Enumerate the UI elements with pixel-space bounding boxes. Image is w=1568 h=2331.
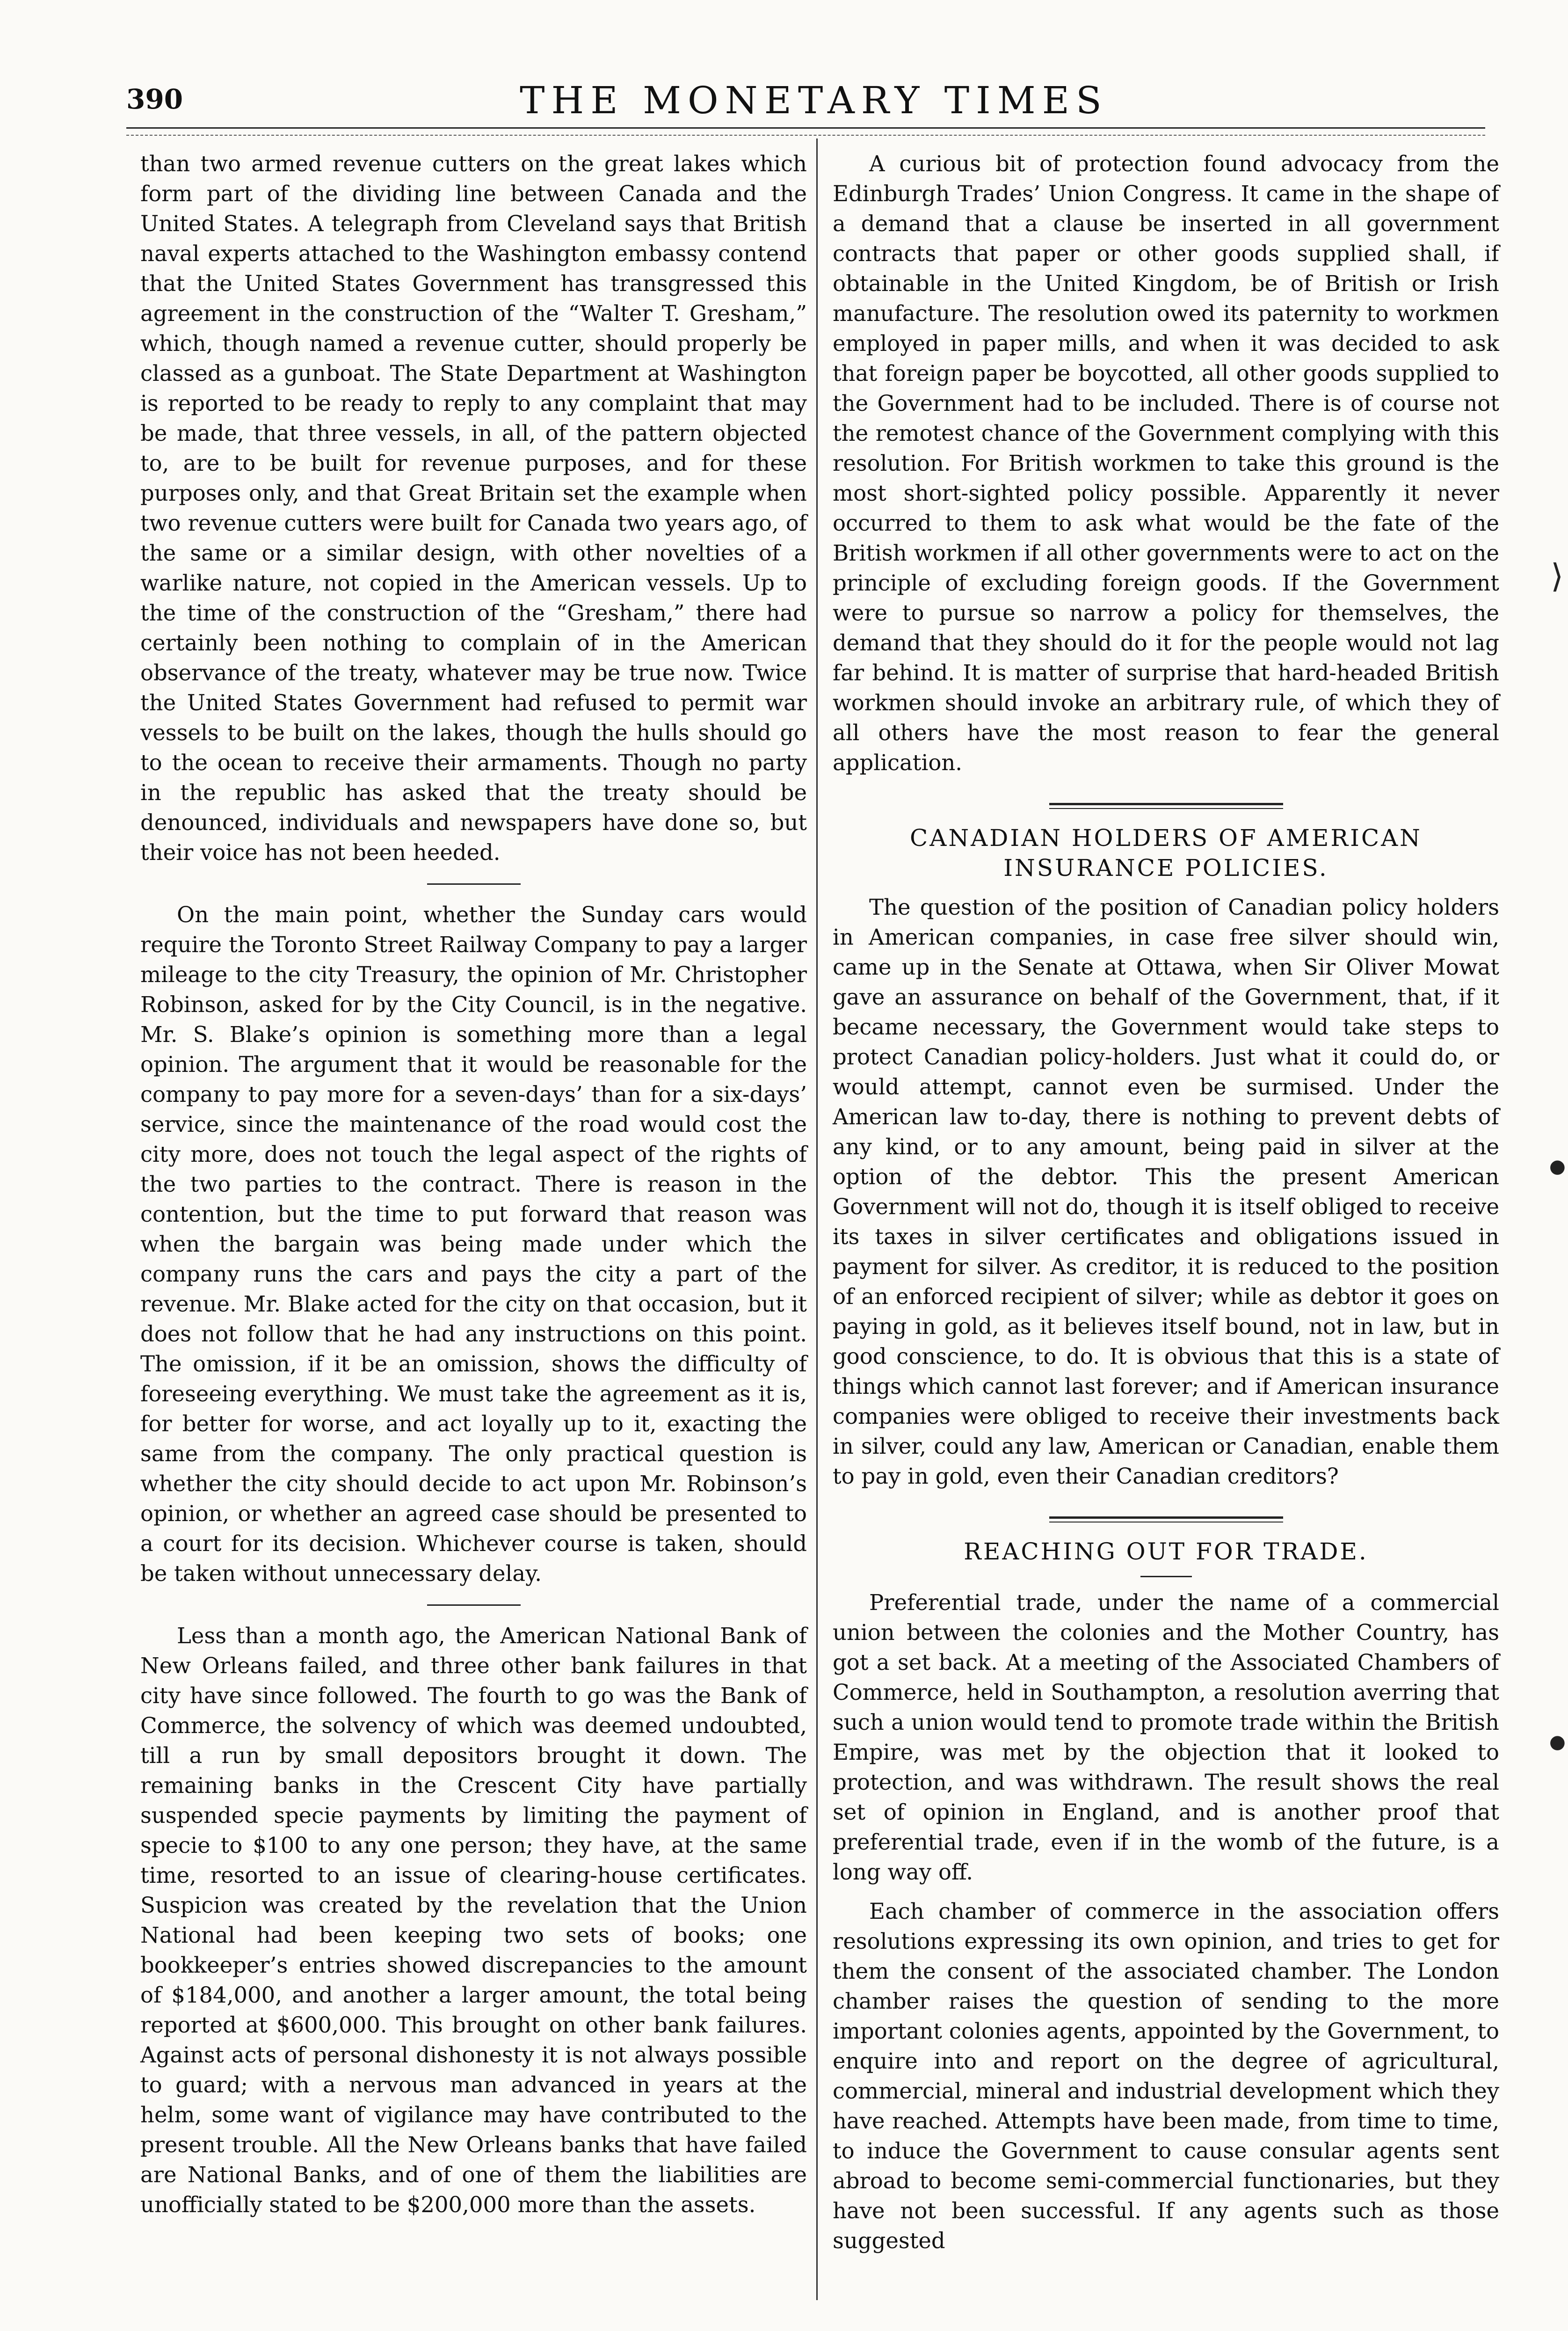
margin-dot-mark: ● (1549, 1731, 1566, 1753)
header-rule-dashed (126, 135, 1485, 136)
left-paragraph-1: than two armed revenue cutters on the great lakes which form part of the dividing line between Canada and the United States. A telegraph from Cleveland says that British naval experts attached to the Washington embassy contend that the United States Government has transgressed this agreement in the construction of the “Walter T. Gresham,” which, though named a revenue cutter, should properly be classed as a gunboat. The State Department at Washington is reported to be ready to reply to any complaint that may be made, that three vessels, in all, of the pattern objected to, are to be built for revenue purposes, and for these purposes only, and that Great Britain set the example when two revenue cutters were built for Canada two years ago, of the same or a similar design, with other novelties of a warlike nature, not copied in the American vessels. Up to the time of the construction of the “Gresham,” there had certainly been nothing to complain of in the American observance of the treaty, whatever may be true now. Twice the United States Government had refused to permit war vessels to be built on the lakes, though the hulls should go to the ocean to receive their armaments. Though no party in the republic has asked that the treaty should be denounced, individuals and newspapers have done so, but their voice has not been heeded. (140, 151, 807, 865)
section-heading-insurance: CANADIAN HOLDERS OF AMERICAN INSURANCE POLICIES. (910, 824, 1422, 881)
double-rule-separator (1049, 803, 1283, 809)
section-separator (427, 883, 521, 885)
right-paragraph-2: The question of the position of Canadian policy holders in American companies, in case free silver should win, came up in the Senate at Ottawa, when Sir Oliver Mowat gave an assurance on behalf of the Government, that, if it became necessary, the Government would take steps to protect Canadian policy-holders. Just what it could do, or would attempt, cannot even be surmised. Under the American law to-day, there is nothing to prevent debts of any kind, or to any amount, being paid in silver at the option of the debtor. This the present American Government will not do, though it is itself obliged to receive its taxes in silver certificates and obligations issued in payment for silver. As creditor, it is reduced to the position of an enforced recipient of silver; while as debtor it goes on paying in gold, as it believes itself bound, not in law, but in good conscience, to do. It is obvious that this is a state of things which cannot last forever; and if American insurance companies were obliged to receive their investments back in silver, could any law, American or Canadian, enable them to pay in gold, even their Canadian creditors? (833, 895, 1499, 1489)
left-paragraph-3: Less than a month ago, the American National Bank of New Orleans failed, and three other bank failures in that city have since followed. The fourth to go was the Bank of Commerce, the solvency of which was deemed undoubted, till a run by small depositors brought it down. The remaining banks in the Crescent City have partially suspended specie payments by limiting the payment of specie to $100 to any one person; they have, at the same time, resorted to an issue of clearing-house certificates. Suspicion was created by the revelation that the Union National had been keeping two sets of books; one bookkeeper’s entries showed discrepancies to the amount of $184,000, and another a larger amount, the total being reported at $600,000. This brought on other bank failures. Against acts of personal dishonesty it is not always possible to guard; with a nervous man advanced in years at the helm, some want of vigilance may have contributed to the present trouble. All the New Orleans banks that have failed are National Banks, and of one of them the liabilities are unofficially stated to be $200,000 more than the assets. (140, 1623, 807, 2217)
header-rule (126, 127, 1485, 129)
section-separator (427, 1604, 521, 1606)
margin-bracket-mark: ⟩ (1551, 557, 1564, 595)
masthead-title: THE MONETARY TIMES (520, 79, 1108, 122)
right-column (833, 149, 1499, 2256)
left-paragraph-2: On the main point, whether the Sunday cars would require the Toronto Street Railway Company to pay a larger mileage to the city Treasury, the opinion of Mr. Christopher Robinson, asked for by the City Council, is in the negative. Mr. S. Blake’s opinion is something more than a legal opinion. The argument that it would be reasonable for the company to pay more for a seven-days’ than for a six-days’ service, since the maintenance of the road would cost the city more, does not touch the legal aspect of the rights of the two parties to the contract. There is reason in the contention, but the time to put forward that reason was when the bargain was being made under which the company runs the cars and pays the city a part of the revenue. Mr. Blake acted for the city on that occasion, but it does not follow that he had any instructions on this point. The omission, if it be an omission, shows the difficulty of foreseeing everything. We must take the agreement as it is, for better for worse, and act loyally up to it, exacting the same from the company. The only practical question is whether the city should decide to act upon Mr. Robinson’s opinion, or whether an agreed case should be presented to a court for its decision. Whichever course is taken, should be taken without unnecessary delay. (140, 902, 807, 1586)
section-heading-trade: REACHING OUT FOR TRADE. (964, 1538, 1368, 1565)
right-paragraph-1: A curious bit of protection found advocacy from the Edinburgh Trades’ Union Congress. It came in the shape of a demand that a clause be inserted in all government contracts that paper or other goods supplied shall, if obtainable in the United Kingdom, be of British or Irish manufacture. The resolution owed its paternity to workmen employed in paper mills, and when it was decided to ask that foreign paper be boycotted, all other goods supplied to the Government had to be included. There is of course not the remotest chance of the Government complying with this resolution. For British workmen to take this ground is the most short-sighted policy possible. Apparently it never occurred to them to ask what would be the fate of the British workmen if all other governments were to act on the principle of excluding foreign goods. If the Government were to pursue so narrow a policy for themselves, the demand that they should do it for the people would not lag far behind. It is matter of surprise that hard-headed British workmen should invoke an arbitrary rule, of which they of all others have the most reason to fear the general application. (833, 151, 1499, 775)
right-paragraph-3: Preferential trade, under the name of a commercial union between the colonies and the Mother Country, has got a set back. At a meeting of the Associated Chambers of Commerce, held in Southampton, a resolution averring that such a union would tend to promote trade within the British Empire, was met by the objection that it looked to protection, and was withdrawn. The result shows the real set of opinion in England, and is another proof that preferential trade, even if in the womb of the future, is a long way off. (833, 1590, 1499, 1885)
heading-underline (1140, 1576, 1192, 1577)
right-paragraph-4: Each chamber of commerce in the association offers resolutions expressing its own opinion, and tries to get for them the consent of the associated chamber. The London chamber raises the question of sending to the more important colonies agents, appointed by the Government, to enquire into and report on the degree of agricultural, commercial, mineral and industrial development which they have reached. Attempts have been made, from time to time, to induce the Government to cause consular agents sent abroad to become semi-commercial functionaries, but they have not been successful. If any agents such as those suggested (833, 1899, 1499, 2253)
margin-dot-mark: ● (1549, 1156, 1566, 1177)
left-column (140, 149, 807, 2220)
page-number: 390 (126, 83, 183, 115)
double-rule-separator (1049, 1516, 1283, 1522)
column-divider (816, 138, 818, 2300)
